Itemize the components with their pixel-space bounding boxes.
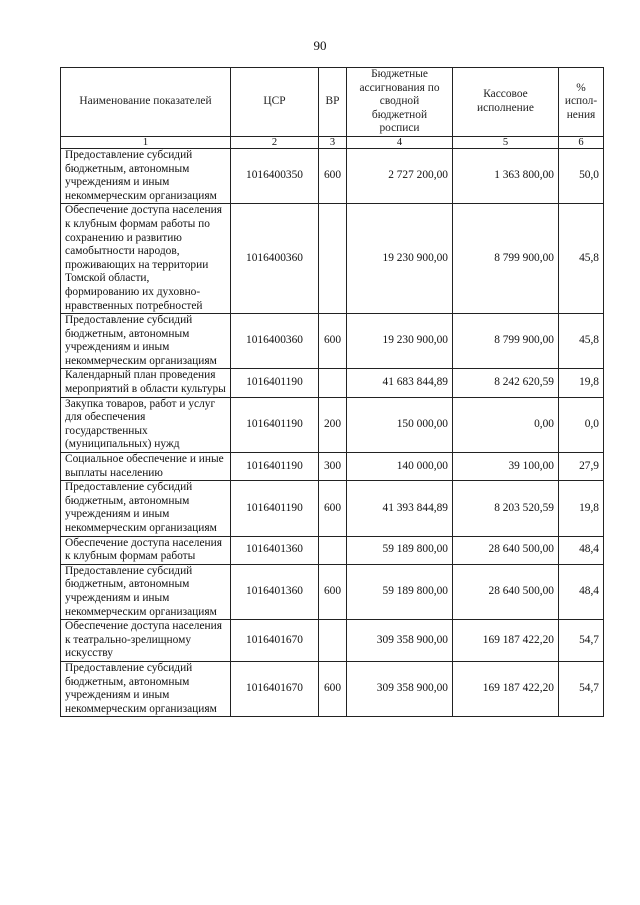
percent-execution-cell: 48,4 <box>559 536 604 564</box>
percent-execution-cell: 45,8 <box>559 204 604 314</box>
page-number: 90 <box>313 38 327 53</box>
csr-cell: 1016401670 <box>231 661 319 716</box>
percent-execution-cell: 54,7 <box>559 661 604 716</box>
vr-cell <box>319 369 347 397</box>
indicator-name-cell: Предоставление субсидий бюджетным, автономным учреждениям и иным некоммерческим организациям <box>61 481 231 536</box>
cash-execution-cell: 8 799 900,00 <box>453 314 559 369</box>
table-row <box>61 204 604 314</box>
indicator-name-cell: Предоставление субсидий бюджетным, автономным учреждениям и иным некоммерческим организациям <box>61 564 231 619</box>
cash-execution-cell: 28 640 500,00 <box>453 564 559 619</box>
budget-allocation-cell: 19 230 900,00 <box>347 204 453 314</box>
table-row <box>61 314 604 369</box>
budget-allocation-cell: 41 393 844,89 <box>347 481 453 536</box>
table-row <box>61 148 604 203</box>
percent-execution-cell: 48,4 <box>559 564 604 619</box>
csr-cell: 1016401360 <box>231 564 319 619</box>
percent-execution-cell: 27,9 <box>559 453 604 481</box>
indicator-name-cell: Обеспечение доступа населения к театрально-зрелищному искусству <box>61 620 231 662</box>
indicator-name-cell: Предоставление субсидий бюджетным, автономным учреждениям и иным некоммерческим организациям <box>61 314 231 369</box>
header-budget-allocations: Бюджетные ассигнования по сводной бюджетной росписи <box>347 68 453 137</box>
column-number: 6 <box>559 136 604 148</box>
percent-execution-cell: 50,0 <box>559 148 604 203</box>
table-row <box>61 661 604 716</box>
indicator-name-cell: Обеспечение доступа населения к клубным формам работы <box>61 536 231 564</box>
cash-execution-cell: 8 203 520,59 <box>453 481 559 536</box>
cash-execution-cell: 8 799 900,00 <box>453 204 559 314</box>
percent-execution-cell: 45,8 <box>559 314 604 369</box>
header-percent-execution: % испол-нения <box>559 68 604 137</box>
vr-cell: 200 <box>319 397 347 452</box>
vr-cell: 300 <box>319 453 347 481</box>
indicator-name-cell: Предоставление субсидий бюджетным, автономным учреждениям и иным некоммерческим организациям <box>61 148 231 203</box>
vr-cell: 600 <box>319 564 347 619</box>
budget-allocation-cell: 309 358 900,00 <box>347 620 453 662</box>
table-row <box>61 481 604 536</box>
indicator-name-cell: Закупка товаров, работ и услуг для обеспечения государственных (муниципальных) нужд <box>61 397 231 452</box>
percent-execution-cell: 19,8 <box>559 481 604 536</box>
budget-allocation-cell: 150 000,00 <box>347 397 453 452</box>
percent-execution-cell: 0,0 <box>559 397 604 452</box>
indicator-name-cell: Социальное обеспечение и иные выплаты населению <box>61 453 231 481</box>
vr-cell: 600 <box>319 481 347 536</box>
vr-cell <box>319 536 347 564</box>
budget-allocation-cell: 2 727 200,00 <box>347 148 453 203</box>
cash-execution-cell: 39 100,00 <box>453 453 559 481</box>
csr-cell: 1016401670 <box>231 620 319 662</box>
column-number: 5 <box>453 136 559 148</box>
table-header-row <box>61 68 604 137</box>
csr-cell: 1016400360 <box>231 204 319 314</box>
vr-cell: 600 <box>319 314 347 369</box>
cash-execution-cell: 8 242 620,59 <box>453 369 559 397</box>
header-indicator-name: Наименование показателей <box>61 68 231 137</box>
header-cash-execution: Кассовое исполнение <box>453 68 559 137</box>
budget-allocation-cell: 41 683 844,89 <box>347 369 453 397</box>
csr-cell: 1016401360 <box>231 536 319 564</box>
budget-allocation-cell: 140 000,00 <box>347 453 453 481</box>
percent-execution-cell: 54,7 <box>559 620 604 662</box>
budget-allocation-cell: 19 230 900,00 <box>347 314 453 369</box>
vr-cell: 600 <box>319 148 347 203</box>
cash-execution-cell: 169 187 422,20 <box>453 620 559 662</box>
table-row <box>61 536 604 564</box>
column-number: 1 <box>61 136 231 148</box>
vr-cell <box>319 204 347 314</box>
table-row <box>61 620 604 662</box>
budget-allocation-cell: 59 189 800,00 <box>347 536 453 564</box>
percent-execution-cell: 19,8 <box>559 369 604 397</box>
table-row <box>61 397 604 452</box>
header-vr: ВР <box>319 68 347 137</box>
cash-execution-cell: 28 640 500,00 <box>453 536 559 564</box>
column-number: 3 <box>319 136 347 148</box>
csr-cell: 1016400360 <box>231 314 319 369</box>
csr-cell: 1016401190 <box>231 397 319 452</box>
table-row <box>61 369 604 397</box>
csr-cell: 1016400350 <box>231 148 319 203</box>
budget-execution-table <box>60 67 604 717</box>
cash-execution-cell: 0,00 <box>453 397 559 452</box>
column-number: 4 <box>347 136 453 148</box>
csr-cell: 1016401190 <box>231 481 319 536</box>
vr-cell <box>319 620 347 662</box>
budget-allocation-cell: 309 358 900,00 <box>347 661 453 716</box>
indicator-name-cell: Обеспечение доступа населения к клубным формам работы по сохранению и развитию самобытности народов, проживающих на территории Томской области, формированию их духовно-нравственных потребностей <box>61 204 231 314</box>
table-row <box>61 564 604 619</box>
cash-execution-cell: 1 363 800,00 <box>453 148 559 203</box>
column-number-row <box>61 136 604 148</box>
vr-cell: 600 <box>319 661 347 716</box>
indicator-name-cell: Предоставление субсидий бюджетным, автономным учреждениям и иным некоммерческим организациям <box>61 661 231 716</box>
indicator-name-cell: Календарный план проведения мероприятий в области культуры <box>61 369 231 397</box>
cash-execution-cell: 169 187 422,20 <box>453 661 559 716</box>
budget-allocation-cell: 59 189 800,00 <box>347 564 453 619</box>
table-row <box>61 453 604 481</box>
header-csr: ЦСР <box>231 68 319 137</box>
column-number: 2 <box>231 136 319 148</box>
csr-cell: 1016401190 <box>231 453 319 481</box>
csr-cell: 1016401190 <box>231 369 319 397</box>
